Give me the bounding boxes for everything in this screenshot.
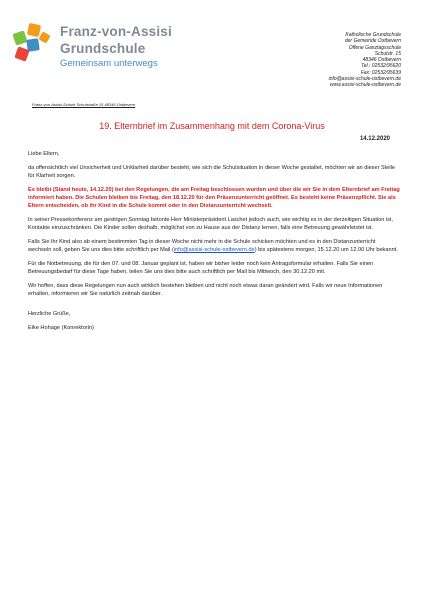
letter-body [28, 150, 400, 338]
sender-line: Franz-von-Assisi-Schule Schulstraße 15 48346 Ostbevern [32, 102, 136, 107]
paragraph-intro: da offensichtlich viel Unsicherheit und Unklarheit darüber besteht, wie sich die Schulsituation in dieser Woche gestaltet, möchten wir an dieser Stelle für Klarheit sorgen. [28, 165, 396, 179]
address-website[interactable]: www.assisi-schule-ostbevern.de [329, 82, 401, 89]
paragraph-regulation-notice: Es bleibt (Stand heute, 14.12.20) bei den Regelungen, die am Freitag beschlossen wurden und über die wir Sie in dem Elternbrief am Freitag informiert haben. Die Schulen bleiben bis Freitag, den 18.12.20 für den Präsenzunterricht geöffnet. Es besteht keine Präsenzpflicht. Sie als Eltern entscheiden, ob ihr Kind in die Schule kommt oder in den Distanzunterricht wechselt. [28, 187, 400, 209]
signature-name: Eike Hohage (Konrektorin) [28, 325, 94, 331]
logo-mark-icon [14, 24, 54, 64]
address-line: Schulstr. 15 [374, 50, 401, 57]
letter-date: 14.12.2020 [359, 136, 390, 142]
paragraph-text: Falls Sie Ihr Kind also ab einem bestimmten Tag in dieser Woche nicht mehr in die Schule schicken möchten und es in den Distanzunterricht wechseln soll, geben Sie uns dies bitte schriftlich per Mail ( [28, 239, 376, 253]
paragraph-press-conference: In seiner Pressekonferenz am gestrigen Sonntag betonte Herr Ministerpräsident Laschet jedoch auch, wie wichtig es in der derzeitigen Situation ist, Kontakte einzuschränken. Die Kinder sollen deshalb, möglichst von zu Hause aus der Distanz lernen, falls eine Betreuung gewährleistet ist. [28, 217, 394, 231]
paragraph-distance-learning [28, 238, 400, 254]
school-logo [14, 18, 189, 74]
address-line: Tel.: 02532/95620 [361, 63, 401, 70]
signature-block [28, 310, 400, 332]
letter-title: 19. Elternbrief im Zusammenhang mit dem Corona-Virus [99, 121, 325, 131]
address-line: Fax: 02532/95639 [360, 69, 401, 76]
paragraph-text: ) bis spätestens morgen, 15.12.20 um 12.00 Uhr bekannt. [254, 247, 398, 253]
logo-name-line1: Franz-von-Assisi [60, 24, 172, 39]
logo-name-line2: Grundschule [60, 41, 146, 56]
email-link[interactable]: info@assisi-schule-ostbevern.de [173, 247, 255, 253]
school-address-block [281, 32, 401, 89]
paragraph-closing-remarks: Wir hoffen, dass diese Regelungen nun auch wirklich bestehen bleiben und nicht noch etwas daran geändert wird. Falls wir neue Informationen erhalten, informieren wir Sie natürlich zeitnah darüber. [28, 283, 383, 297]
address-line: Katholische Grundschule [345, 32, 401, 38]
salutation: Liebe Eltern, [28, 151, 60, 157]
logo-slogan: Gemeinsam unterwegs [60, 58, 158, 69]
paragraph-emergency-care: Für die Notbetreuung, die für den 07. und 08. Januar geplant ist, haben wir bisher leider noch kein Antragsformular erhalten. Falls Sie einen Betreuungsbedarf für diese Tage haben, teilen Sie uns dies bitte auch schriftlich per Mail bis Mittwoch, den 30.12.20 mit. [28, 261, 374, 275]
closing-greeting: Herzliche Grüße, [28, 311, 71, 317]
address-line: Offene Ganztagsschule [348, 44, 401, 51]
address-line: der Gemeinde Ostbevern [344, 38, 401, 45]
address-email[interactable]: info@assisi-schule-ostbevern.de [328, 76, 401, 83]
address-line: 48346 Ostbevern [362, 57, 401, 64]
